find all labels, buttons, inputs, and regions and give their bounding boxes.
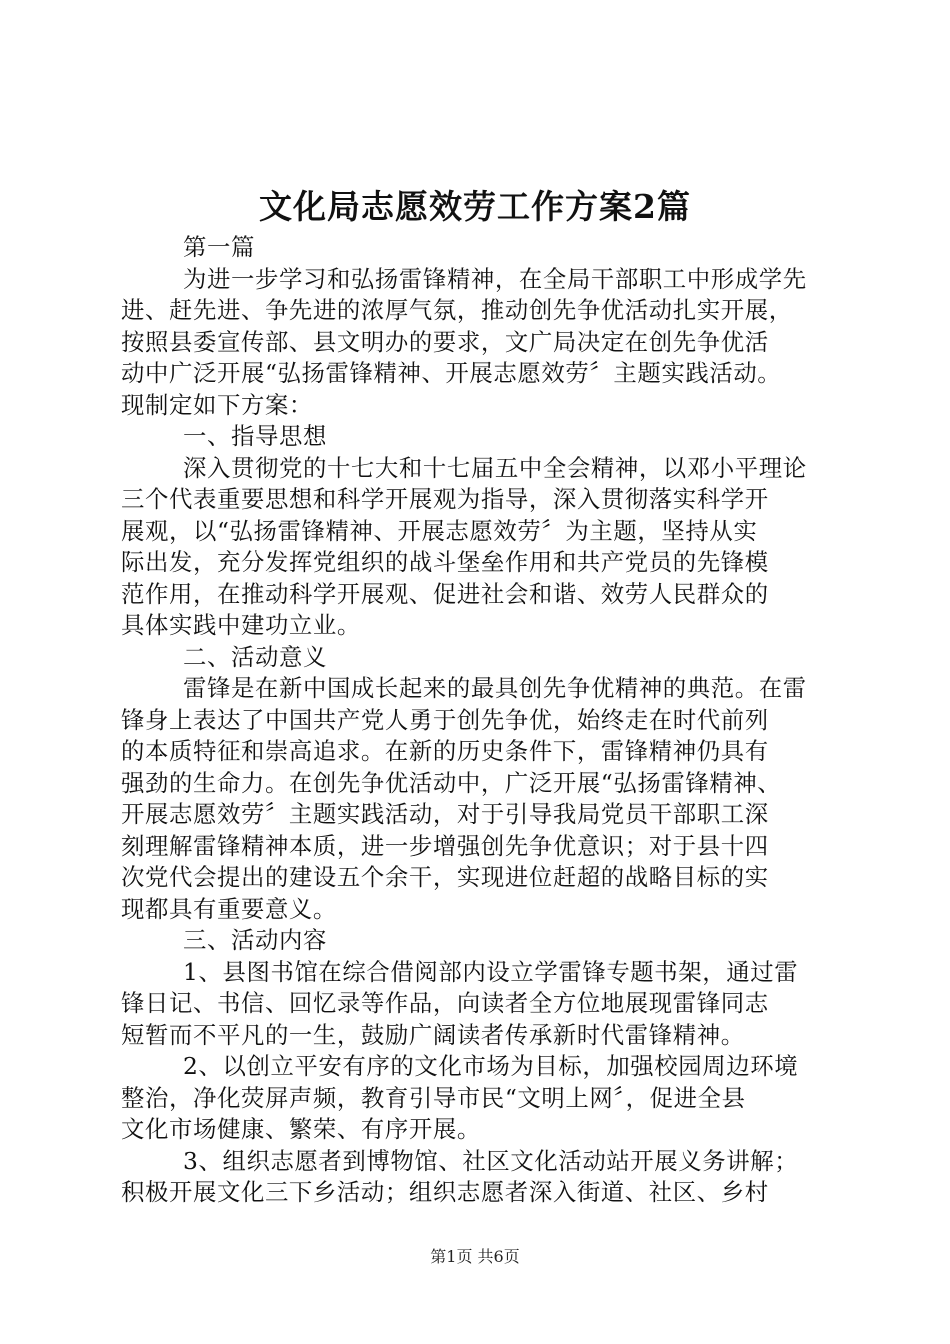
paragraph-line: 进、赶先进、争先进的浓厚气氛，推动创先争优活动扎实开展， [121, 296, 793, 324]
document-body [121, 232, 833, 1209]
paragraph-line: 锋身上表达了中国共产党人勇于创先争优，始终走在时代前列 [121, 705, 769, 734]
paragraph-line: 展观，以“弘扬雷锋精神、开展志愿效劳〞为主题，坚持从实 [121, 516, 758, 545]
paragraph-line: 的本质特征和崇高追求。在新的历史条件下，雷锋精神仍具有 [121, 737, 769, 765]
section-heading-significance: 二、活动意义 [183, 642, 327, 671]
section-heading-activities: 三、活动内容 [183, 926, 327, 954]
section-heading-part-one: 第一篇 [183, 233, 255, 261]
paragraph-line: 刻理解雷锋精神本质，进一步增强创先争优意识；对于县十四 [121, 831, 769, 860]
paragraph-line: 开展志愿效劳〞主题实践活动，对于引导我局党员干部职工深 [121, 800, 769, 828]
list-item-line: 2、以创立平安有序的文化市场为目标，加强校园周边环境 [183, 1052, 799, 1080]
paragraph-line: 际出发，充分发挥党组织的战斗堡垒作用和共产党员的先锋模 [121, 548, 769, 576]
list-item-line: 1、县图书馆在综合借阅部内设立学雷锋专题书架，通过雷 [183, 957, 799, 986]
paragraph-line: 现制定如下方案： [121, 390, 313, 419]
paragraph-line: 强劲的生命力。在创先争优活动中，广泛开展“弘扬雷锋精神、 [121, 768, 782, 797]
paragraph-line: 次党代会提出的建设五个余干，实现进位赶超的战略目标的实 [121, 863, 769, 891]
paragraph-line: 范作用，在推动科学开展观、促进社会和谐、效劳人民群众的 [121, 579, 769, 608]
list-item-line: 锋日记、书信、回忆录等作品，向读者全方位地展现雷锋同志 [121, 989, 769, 1017]
document-title: 文化局志愿效劳工作方案2篇 [259, 187, 691, 226]
list-item-line: 文化市场健康、繁荣、有序开展。 [121, 1115, 481, 1143]
list-item-line: 短暂而不平凡的一生，鼓励广阔读者传承新时代雷锋精神。 [121, 1020, 745, 1049]
page-footer: 第1页 共6页 [430, 1247, 520, 1266]
paragraph-line: 深入贯彻党的十七大和十七届五中全会精神，以邓小平理论 [183, 453, 807, 482]
list-item-line: 3、组织志愿者到博物馆、社区文化活动站开展义务讲解； [183, 1146, 799, 1175]
paragraph-line: 雷锋是在新中国成长起来的最具创先争优精神的典范。在雷 [183, 674, 807, 702]
paragraph-line: 为进一步学习和弘扬雷锋精神，在全局干部职工中形成学先 [183, 264, 807, 293]
list-item-line: 积极开展文化三下乡活动；组织志愿者深入街道、社区、乡村 [121, 1178, 769, 1206]
paragraph-line: 动中广泛开展“弘扬雷锋精神、开展志愿效劳〞主题实践活动。 [121, 359, 782, 387]
paragraph-line: 三个代表重要思想和科学开展观为指导，深入贯彻落实科学开 [121, 485, 769, 513]
list-item-line: 整治，净化荧屏声频，教育引导市民“文明上网〞，促进全县 [121, 1083, 746, 1112]
paragraph-line: 具体实践中建功立业。 [121, 611, 361, 639]
paragraph-line: 按照县委宣传部、县文明办的要求，文广局决定在创先争优活 [121, 327, 769, 356]
paragraph-line: 现都具有重要意义。 [121, 894, 337, 923]
section-heading-guiding-ideology: 一、指导思想 [183, 422, 327, 450]
